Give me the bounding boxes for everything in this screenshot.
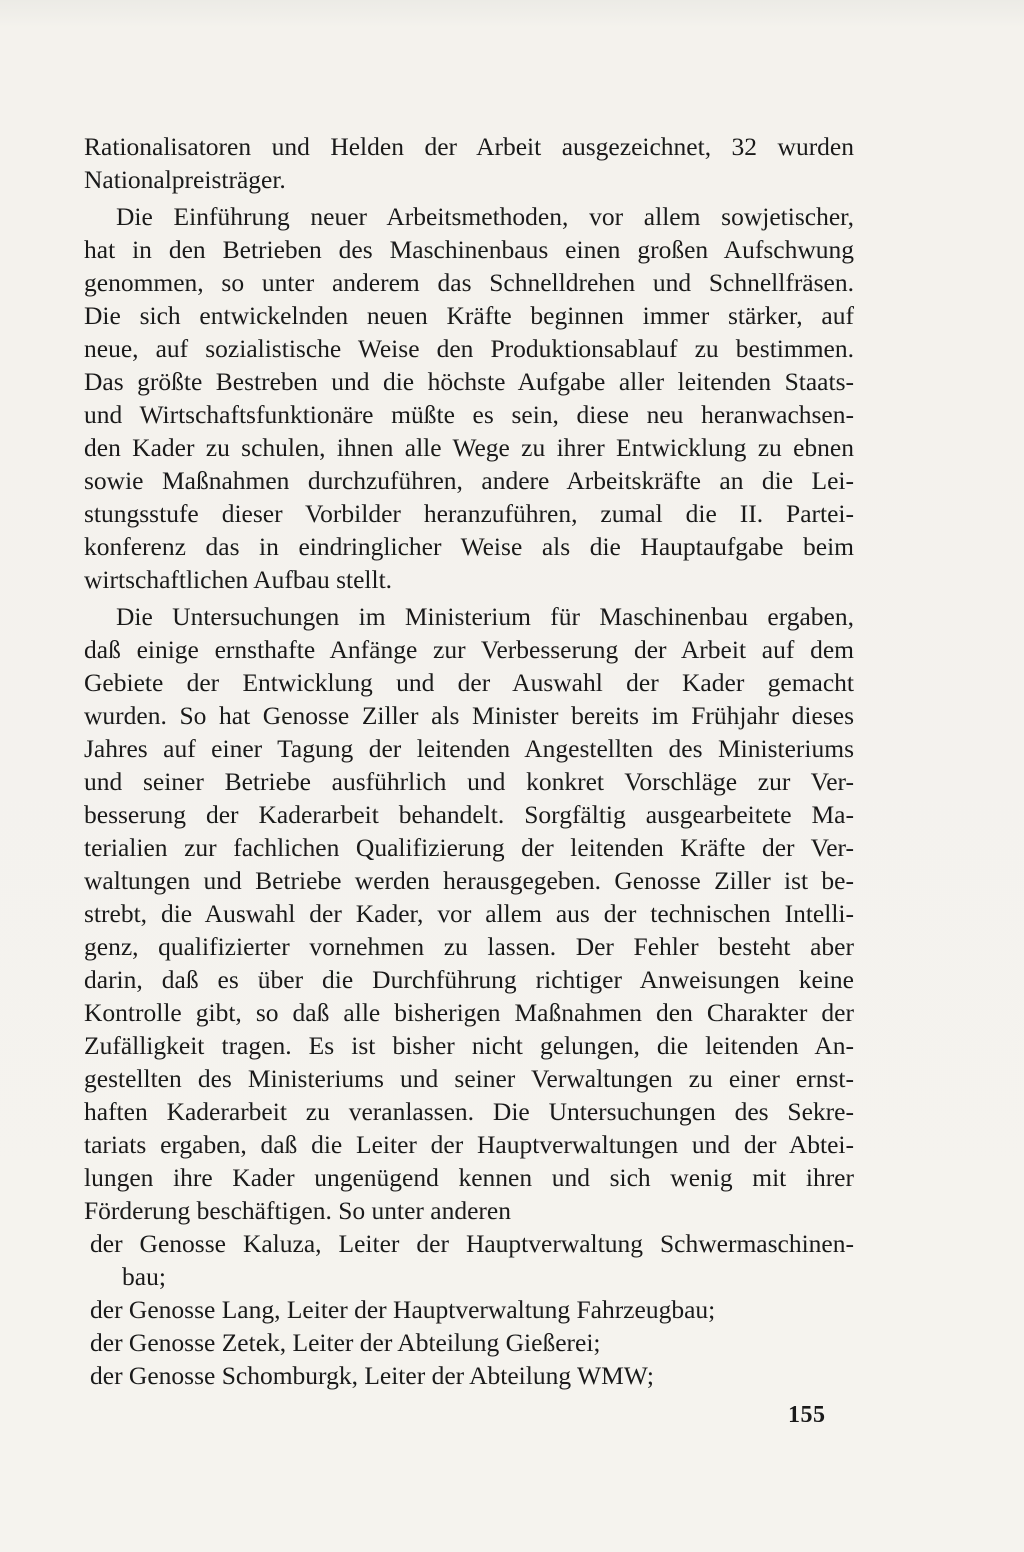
text-line: neue, auf sozialistische Weise den Produktionsablauf zu bestimmen. <box>84 334 854 363</box>
text-line: Zufälligkeit tragen. Es ist bisher nicht gelungen, die leitenden An- <box>84 1031 854 1060</box>
text-line: Förderung beschäftigen. So unter anderen <box>84 1196 511 1225</box>
text-line: terialien zur fachlichen Qualifizierung der leitenden Kräfte der Ver- <box>84 833 854 862</box>
text-line: sowie Maßnahmen durchzuführen, andere Arbeitskräfte an die Lei- <box>84 466 854 495</box>
text-line: stungsstufe dieser Vorbilder heranzuführen, zumal die II. Partei- <box>84 499 854 528</box>
text-line: waltungen und Betriebe werden herausgegeben. Genosse Ziller ist be- <box>84 866 854 895</box>
paragraph-first-line: Die Untersuchungen im Ministerium für Maschinenbau ergaben, <box>116 602 854 631</box>
text-line: genommen, so unter anderem das Schnelldrehen und Schnellfräsen. <box>84 268 854 297</box>
text-line: und seiner Betriebe ausführlich und konkret Vorschläge zur Ver- <box>84 767 854 796</box>
paragraph-first-line: Die Einführung neuer Arbeitsmethoden, vor allem sowjetischer, <box>116 202 854 231</box>
text-line: Die sich entwickelnden neuen Kräfte beginnen immer stärker, auf <box>84 301 854 330</box>
list-item-continuation: bau; <box>122 1262 166 1291</box>
text-line: wirtschaftlichen Aufbau stellt. <box>84 565 393 594</box>
text-line: wurden. So hat Genosse Ziller als Minister bereits im Frühjahr dieses <box>84 701 854 730</box>
list-item: der Genosse Zetek, Leiter der Abteilung Gießerei; <box>90 1328 601 1357</box>
text-line: hat in den Betrieben des Maschinenbaus einen großen Aufschwung <box>84 235 854 264</box>
text-line: Nationalpreisträger. <box>84 165 286 194</box>
text-line: strebt, die Auswahl der Kader, vor allem aus der technischen Intelli- <box>84 899 854 928</box>
list-item: der Genosse Schomburgk, Leiter der Abteilung WMW; <box>90 1361 654 1390</box>
text-line: darin, daß es über die Durchführung richtiger Anweisungen keine <box>84 965 854 994</box>
text-line: konferenz das in eindringlicher Weise als die Hauptaufgabe beim <box>84 532 854 561</box>
text-line: Das größte Bestreben und die höchste Aufgabe aller leitenden Staats- <box>84 367 854 396</box>
text-line: Rationalisatoren und Helden der Arbeit ausgezeichnet, 32 wurden <box>84 132 854 161</box>
text-line: Gebiete der Entwicklung und der Auswahl der Kader gemacht <box>84 668 854 697</box>
text-line: lungen ihre Kader ungenügend kennen und sich wenig mit ihrer <box>84 1163 854 1192</box>
text-line: tariats ergaben, daß die Leiter der Hauptverwaltungen und der Abtei- <box>84 1130 854 1159</box>
text-line: den Kader zu schulen, ihnen alle Wege zu ihrer Entwicklung zu ebnen <box>84 433 854 462</box>
list-item: der Genosse Kaluza, Leiter der Hauptverwaltung Schwermaschinen- <box>90 1229 854 1258</box>
text-line: haften Kaderarbeit zu veranlassen. Die Untersuchungen des Sekre- <box>84 1097 854 1126</box>
list-item: der Genosse Lang, Leiter der Hauptverwaltung Fahrzeugbau; <box>90 1295 716 1324</box>
text-line: daß einige ernsthafte Anfänge zur Verbesserung der Arbeit auf dem <box>84 635 854 664</box>
text-line: und Wirtschaftsfunktionäre müßte es sein, diese neu heranwachsen- <box>84 400 854 429</box>
text-line: Jahres auf einer Tagung der leitenden Angestellten des Ministeriums <box>84 734 854 763</box>
text-line: besserung der Kaderarbeit behandelt. Sorgfältig ausgearbeitete Ma- <box>84 800 854 829</box>
text-line: gestellten des Ministeriums und seiner Verwaltungen zu einer ernst- <box>84 1064 854 1093</box>
text-line: genz, qualifizierter vornehmen zu lassen. Der Fehler besteht aber <box>84 932 854 961</box>
text-line: Kontrolle gibt, so daß alle bisherigen Maßnahmen den Charakter der <box>84 998 854 1027</box>
page-number: 155 <box>788 1402 826 1428</box>
